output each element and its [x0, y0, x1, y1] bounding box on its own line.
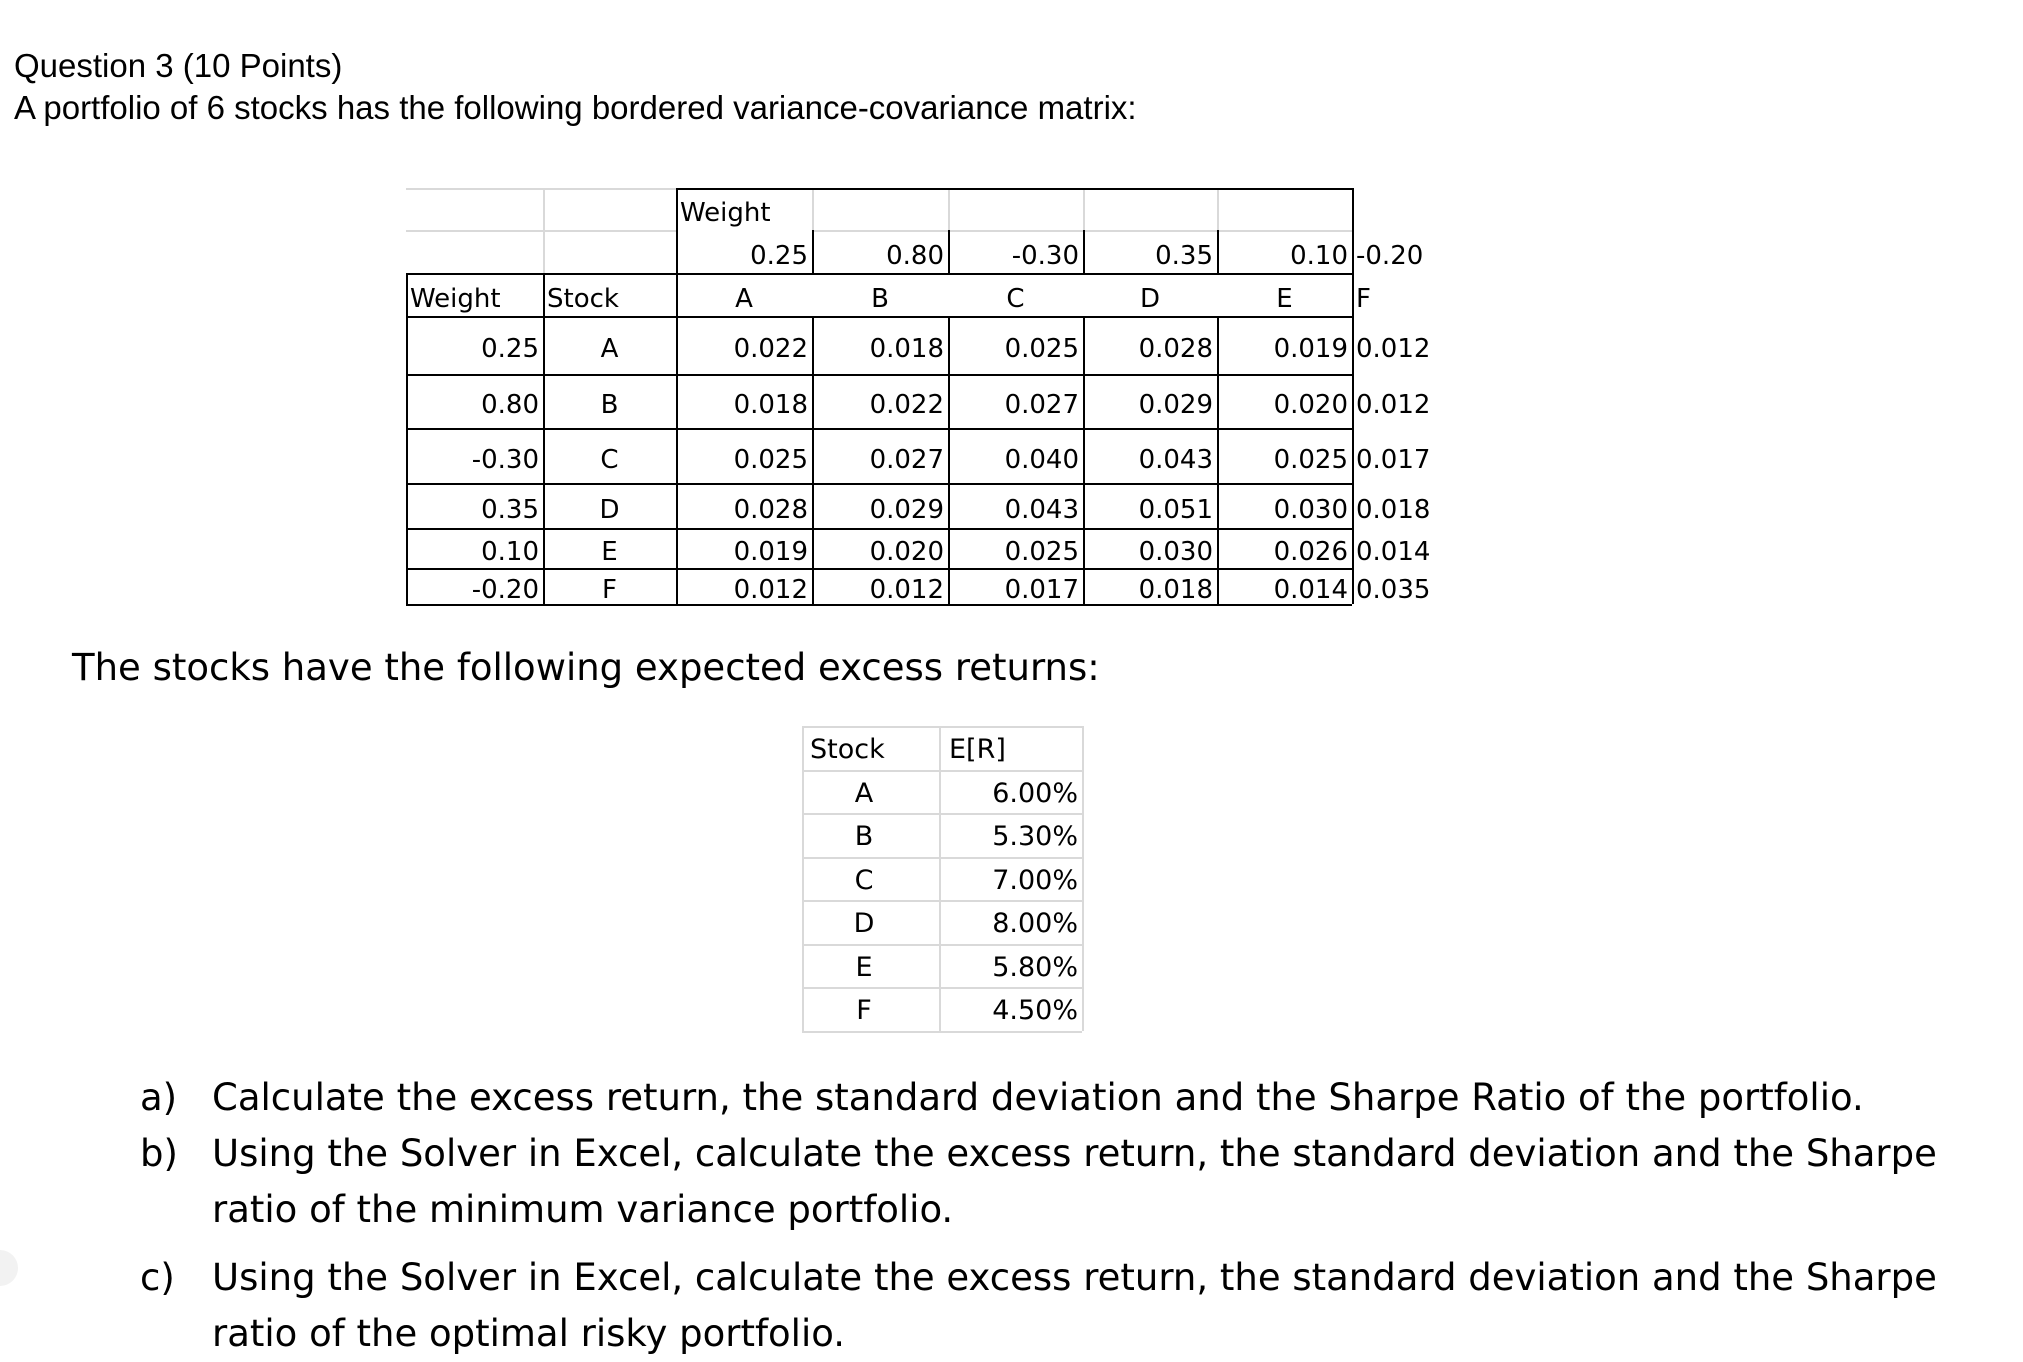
row-stock-label: A	[600, 334, 619, 364]
question-c	[140, 1250, 2010, 1362]
row-weight: 0.25	[481, 334, 539, 364]
covariance-cell: 0.035	[1356, 575, 1431, 605]
grid-line	[406, 188, 676, 190]
grid-line	[802, 900, 1082, 902]
covariance-cell: 0.018	[1138, 575, 1213, 605]
expected-return-value: 5.80%	[992, 951, 1078, 983]
column-weight: 0.35	[1155, 240, 1213, 271]
column-stock-label: C	[1006, 283, 1025, 314]
grid-line	[812, 188, 814, 230]
covariance-cell: 0.020	[869, 537, 944, 567]
grid-line	[948, 188, 950, 230]
border-line	[406, 428, 1352, 430]
covariance-cell: 0.012	[1356, 334, 1431, 364]
expected-return-header: E[R]	[949, 734, 1006, 765]
covariance-cell: 0.026	[1273, 537, 1348, 567]
expected-return-value: 4.50%	[992, 995, 1078, 1026]
grid-line	[802, 813, 1082, 815]
covariance-matrix	[406, 188, 1472, 604]
row-stock-label: D	[599, 494, 620, 525]
grid-line	[406, 230, 676, 232]
covariance-cell: 0.028	[1138, 334, 1213, 364]
question-intro: A portfolio of 6 stocks has the following bordered variance-covariance matrix:	[14, 89, 1137, 126]
covariance-cell: 0.051	[1138, 494, 1213, 525]
covariance-cell: 0.022	[869, 390, 944, 420]
grid-line	[1082, 726, 1084, 1031]
covariance-cell: 0.012	[869, 575, 944, 605]
stock-label: B	[854, 821, 874, 852]
covariance-cell: 0.022	[733, 334, 808, 364]
covariance-cell: 0.040	[1004, 444, 1079, 475]
covariance-cell: 0.029	[1138, 390, 1213, 420]
page-edge-mark	[0, 1250, 18, 1286]
column-stock-label: E	[1276, 283, 1293, 314]
question-text: Using the Solver in Excel, calculate the excess return, the standard deviation and the Sharpe ratio of the minimum variance portfolio.	[212, 1132, 1937, 1231]
row-stock-label: C	[600, 444, 619, 475]
grid-line	[802, 857, 1082, 859]
column-stock-label: B	[871, 283, 889, 314]
covariance-cell: 0.020	[1273, 390, 1348, 420]
grid-line	[1083, 188, 1085, 230]
grid-line	[543, 188, 545, 273]
row-weight: -0.20	[471, 575, 539, 605]
row-weight: 0.35	[481, 494, 539, 525]
covariance-cell: 0.025	[1273, 444, 1348, 475]
covariance-cell: 0.029	[869, 494, 944, 525]
covariance-cell: 0.014	[1356, 537, 1431, 567]
covariance-cell: 0.043	[1004, 494, 1079, 525]
question-text: Using the Solver in Excel, calculate the excess return, the standard deviation and the Sharpe ratio of the optimal risky portfolio.	[212, 1256, 1937, 1355]
covariance-cell: 0.018	[1356, 494, 1431, 525]
covariance-cell: 0.043	[1138, 444, 1213, 475]
question-a	[140, 1070, 2010, 1126]
covariance-cell: 0.030	[1138, 537, 1213, 567]
column-stock-label: D	[1139, 283, 1161, 314]
row-weight: 0.80	[481, 390, 539, 420]
stock-header: Stock	[810, 734, 885, 765]
border-line	[406, 374, 1352, 376]
border-line	[676, 188, 1352, 190]
covariance-cell: 0.018	[869, 334, 944, 364]
covariance-cell: 0.018	[733, 390, 808, 420]
covariance-cell: 0.012	[733, 575, 808, 605]
column-weight: 0.25	[750, 240, 808, 271]
covariance-cell: 0.025	[733, 444, 808, 475]
question-b	[140, 1126, 2010, 1238]
column-weight: 0.80	[886, 240, 944, 271]
stock-label: D	[853, 908, 875, 939]
expected-return-value: 7.00%	[992, 864, 1078, 896]
expected-return-value: 8.00%	[992, 908, 1078, 939]
row-weight: 0.10	[481, 537, 539, 567]
expected-return-value: 5.30%	[992, 821, 1078, 852]
covariance-cell: 0.030	[1273, 494, 1348, 525]
covariance-cell: 0.017	[1004, 575, 1079, 605]
column-stock-label: A	[735, 283, 753, 314]
covariance-cell: 0.017	[1356, 444, 1431, 475]
covariance-cell: 0.019	[1273, 334, 1348, 364]
covariance-cell: 0.019	[733, 537, 808, 567]
question-marker: b)	[140, 1132, 178, 1175]
covariance-cell: 0.025	[1004, 537, 1079, 567]
column-weight: -0.20	[1356, 240, 1424, 271]
row-stock-label: E	[601, 537, 618, 567]
grid-line	[802, 726, 804, 1031]
stock-label: C	[854, 864, 874, 896]
stock-label: A	[854, 777, 874, 809]
column-weight-header: Weight	[680, 198, 771, 228]
question-marker: c)	[140, 1256, 175, 1299]
grid-line	[802, 770, 1082, 772]
grid-line	[812, 230, 1352, 232]
grid-line	[1217, 188, 1219, 230]
covariance-cell: 0.027	[1004, 390, 1079, 420]
row-stock-label: F	[602, 575, 617, 605]
question-marker: a)	[140, 1076, 178, 1119]
border-line	[406, 528, 1352, 530]
expected-return-value: 6.00%	[992, 777, 1078, 809]
stock-header: Stock	[547, 283, 619, 314]
grid-line	[802, 1031, 1082, 1033]
question-text: Calculate the excess return, the standard deviation and the Sharpe Ratio of the portfolio.	[212, 1076, 1864, 1119]
covariance-cell: 0.014	[1273, 575, 1348, 605]
row-weight-header: Weight	[410, 283, 501, 314]
row-stock-label: B	[600, 390, 619, 420]
expected-returns-table	[802, 726, 1082, 1031]
grid-line	[802, 987, 1082, 989]
stock-label: E	[855, 951, 873, 983]
covariance-cell: 0.027	[869, 444, 944, 475]
grid-line	[802, 944, 1082, 946]
column-weight: -0.30	[1011, 240, 1079, 271]
covariance-cell: 0.012	[1356, 390, 1431, 420]
row-weight: -0.30	[471, 444, 539, 475]
grid-line	[802, 726, 1082, 728]
column-weight: 0.10	[1290, 240, 1348, 271]
column-stock-label: F	[1356, 283, 1371, 314]
border-line	[406, 483, 1352, 485]
covariance-cell: 0.028	[733, 494, 808, 525]
covariance-cell: 0.025	[1004, 334, 1079, 364]
stock-label: F	[856, 995, 872, 1026]
returns-intro: The stocks have the following expected excess returns:	[72, 646, 1100, 689]
question-title: Question 3 (10 Points)	[14, 47, 343, 84]
question-list	[140, 1070, 2010, 1362]
